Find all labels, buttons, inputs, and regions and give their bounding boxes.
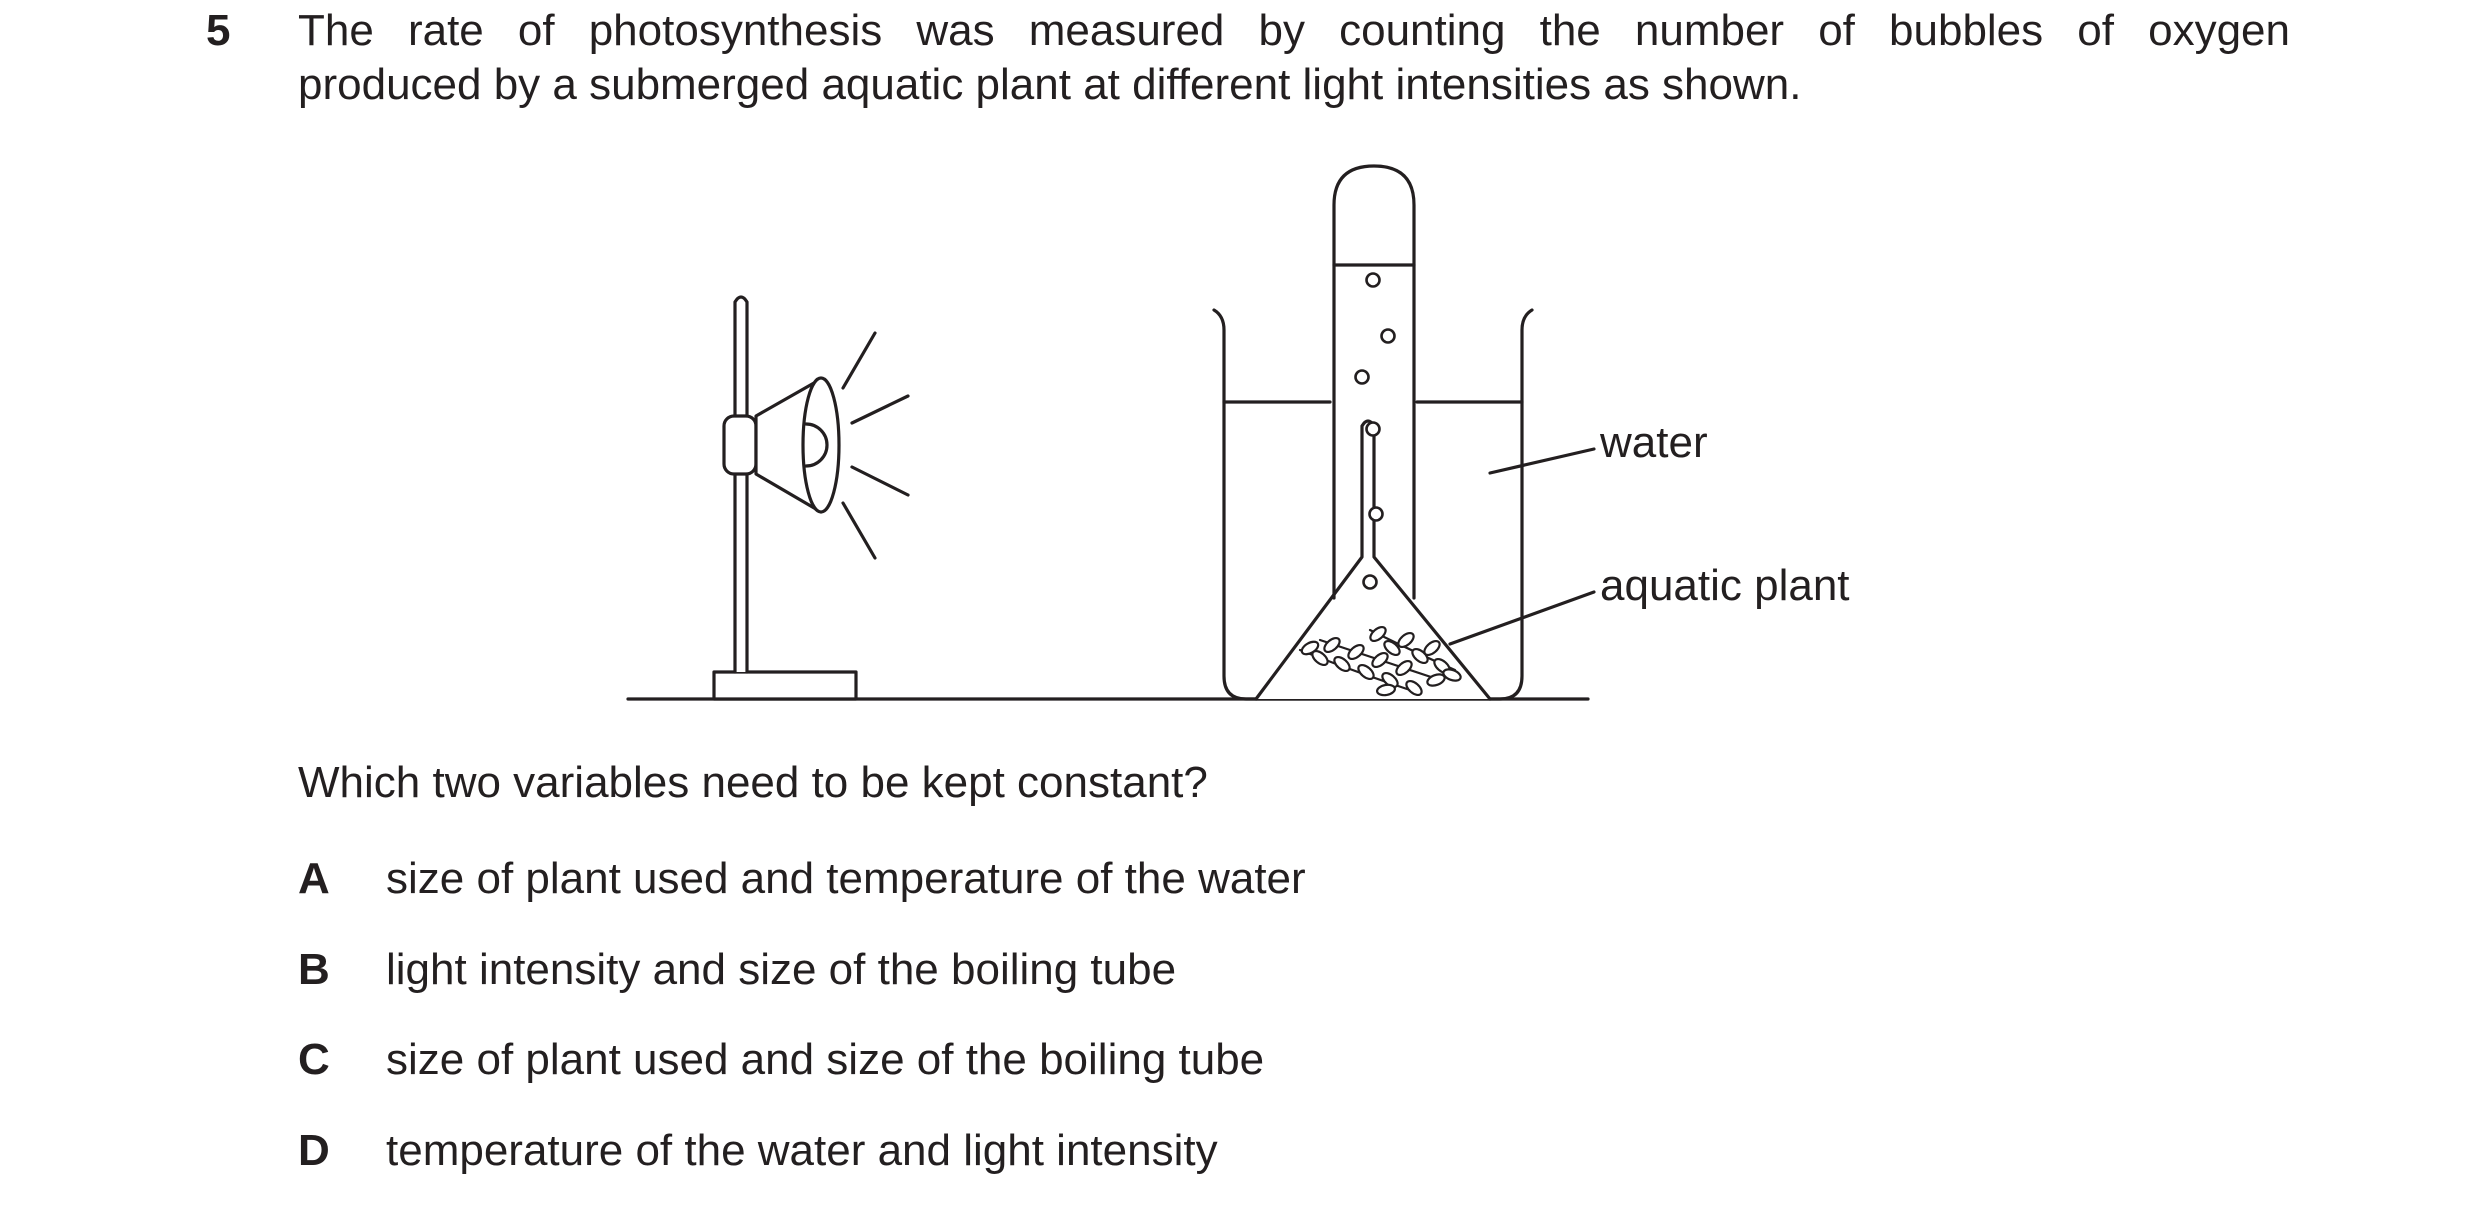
option-text: temperature of the water and light intensity <box>386 1126 1218 1175</box>
option-letter: A <box>298 854 330 903</box>
stand-base <box>714 672 856 699</box>
light-ray <box>852 396 908 423</box>
bubble <box>1367 274 1380 287</box>
bubble <box>1367 423 1380 436</box>
lamp <box>724 333 908 558</box>
light-ray <box>843 333 875 388</box>
bubble <box>1382 330 1395 343</box>
bubble <box>1370 508 1383 521</box>
lamp-stand <box>714 297 856 699</box>
bubble <box>1356 371 1369 384</box>
option-letter: C <box>298 1035 330 1084</box>
option-letter: D <box>298 1126 330 1175</box>
option-text: size of plant used and temperature of the water <box>386 854 1306 903</box>
stand-rod <box>735 297 747 672</box>
water-label: water <box>1600 418 1708 467</box>
lamp-face <box>803 378 839 512</box>
stem-line-2: produced by a submerged aquatic plant at different light intensities as shown. <box>298 60 1802 109</box>
option-letter: B <box>298 945 330 994</box>
lamp-clamp <box>724 416 756 474</box>
light-ray <box>852 467 908 495</box>
question-prompt: Which two variables need to be kept constant? <box>298 758 1208 807</box>
water-leader-line <box>1490 449 1594 473</box>
stem-line-1: The rate of photosynthesis was measured by counting the number of bubbles of oxygen <box>298 6 2290 55</box>
light-ray <box>843 503 875 558</box>
bubble <box>1364 576 1377 589</box>
aquatic-plant-label: aquatic plant <box>1600 561 1850 610</box>
question-number: 5 <box>206 6 231 55</box>
option-text: light intensity and size of the boiling tube <box>386 945 1177 994</box>
option-text: size of plant used and size of the boiling tube <box>386 1035 1265 1084</box>
